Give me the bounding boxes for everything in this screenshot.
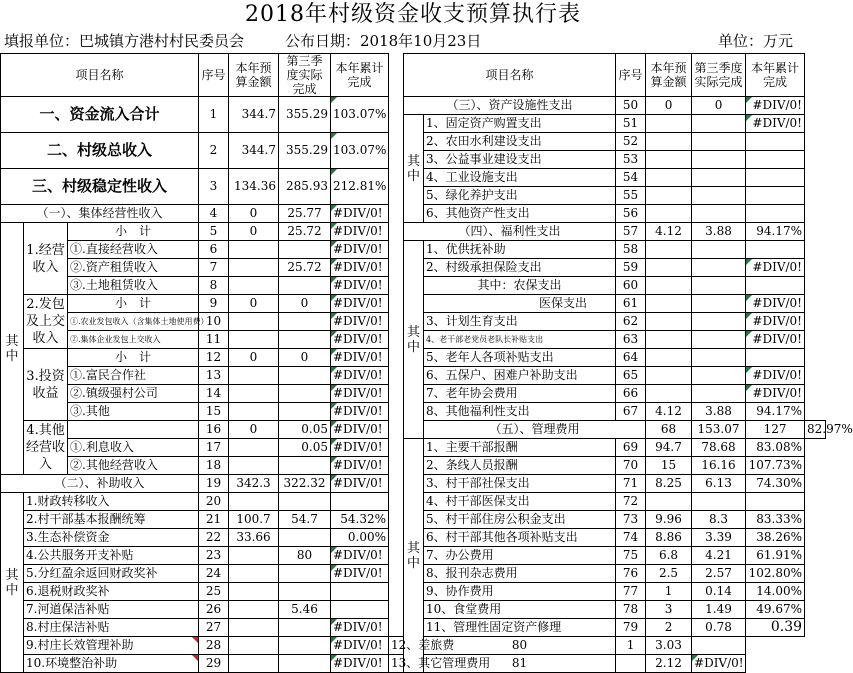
q3-cell: 1.49 [692, 601, 746, 619]
seq-cell: 7 [199, 259, 229, 277]
q3-cell [692, 115, 746, 133]
budget-cell: 0 [229, 421, 279, 439]
cum-cell: #DIV/0! [331, 223, 389, 241]
item-name: 9、协作费用 [424, 583, 616, 601]
q3-cell: 355.29 [279, 133, 331, 169]
q3-cell: 3.39 [692, 529, 746, 547]
seq-cell: 3 [199, 169, 229, 205]
report-title: 2018年村级资金收支预算执行表 [245, 2, 581, 27]
header-cum-right: 本年累计完成 [746, 54, 805, 97]
q3-cell: 8.3 [692, 511, 746, 529]
cum-cell: 94.17% [746, 223, 805, 241]
seq-cell: 6 [199, 241, 229, 259]
header-row [1, 54, 826, 97]
cum-cell: #DIV/0! [331, 205, 389, 223]
seq-cell: 12 [199, 349, 229, 367]
money-unit: 单位：万元 [718, 32, 794, 50]
q3-cell [279, 565, 331, 583]
seq-cell: 2 [199, 133, 229, 169]
budget-cell [646, 115, 692, 133]
item-name: ②.集体企业发包上交收入 [68, 331, 199, 349]
budget-cell [229, 637, 279, 655]
budget-cell: 0 [229, 295, 279, 313]
cum-cell: 0.39 [746, 619, 805, 637]
row-stable-income: 三、村级稳定性收入 [1, 169, 199, 205]
q3-cell [279, 529, 331, 547]
cum-cell: 212.81% [331, 169, 389, 205]
q3-cell: 0.05 [279, 421, 331, 439]
item-name: ①.农业发包收入（含集体土地使用费） [68, 313, 199, 331]
cum-cell: #DIV/0! [746, 295, 805, 313]
q3-cell: 3.88 [692, 223, 746, 241]
section-welfare-spending: （四）、福利性支出 [404, 223, 616, 241]
seq-cell: 14 [199, 385, 229, 403]
cum-cell: #DIV/0! [331, 655, 389, 673]
table-row [1, 655, 826, 673]
budget-cell: 8.25 [646, 475, 692, 493]
cum-cell [692, 637, 746, 655]
cum-cell [331, 493, 389, 511]
budget-cell [229, 565, 279, 583]
cum-cell: #DIV/0! [331, 475, 389, 493]
cum-cell: #DIV/0! [331, 421, 389, 439]
cum-cell: 103.07% [331, 97, 389, 133]
qizhong-label: 其中 [404, 115, 424, 223]
seq-cell: 11 [199, 331, 229, 349]
q3-cell: 6.13 [692, 475, 746, 493]
table-row [1, 97, 826, 115]
seq-cell: 68 [646, 421, 692, 439]
seq-cell: 24 [199, 565, 229, 583]
seq-cell: 62 [616, 313, 646, 331]
cum-cell: 38.26% [746, 529, 805, 547]
group-operating-income: 1.经营收入 [24, 223, 68, 295]
seq-cell: 52 [616, 133, 646, 151]
cum-cell: 74.30% [746, 475, 805, 493]
q3-cell: 2.12 [646, 655, 692, 673]
cum-cell: 107.73% [746, 457, 805, 475]
cum-cell: #DIV/0! [331, 385, 389, 403]
header-q3-left: 第三季度实际完成 [279, 54, 331, 97]
seq-cell: 70 [616, 457, 646, 475]
seq-cell: 56 [616, 205, 646, 223]
q3-cell [279, 637, 331, 655]
item-name: 医保支出 [424, 295, 616, 313]
cum-cell: #DIV/0! [746, 313, 805, 331]
cum-cell: #DIV/0! [331, 637, 389, 655]
q3-cell [279, 655, 331, 673]
item-name: 2、农田水利建设支出 [424, 133, 616, 151]
cum-cell: 0.00% [331, 529, 389, 547]
seq-cell: 57 [616, 223, 646, 241]
item-name: 2.村干部基本报酬统筹 [24, 511, 199, 529]
q3-cell: 16.16 [692, 457, 746, 475]
cum-cell: #DIV/0! [746, 97, 805, 115]
cum-cell: 49.67% [746, 601, 805, 619]
row-total-income: 二、村级总收入 [1, 133, 199, 169]
budget-cell: 2.5 [646, 565, 692, 583]
q3-cell: 3.03 [646, 637, 692, 655]
budget-cell: 8.86 [646, 529, 692, 547]
item-name: 1、固定资产购置支出 [424, 115, 616, 133]
seq-cell: 59 [616, 259, 646, 277]
item-name: ①.利息收入 [68, 439, 199, 457]
header-item-right: 项目名称 [404, 54, 616, 97]
cum-cell: 83.33% [746, 511, 805, 529]
seq-cell: 27 [199, 619, 229, 637]
seq-cell: 81 [424, 655, 616, 673]
header-seq-right: 序号 [616, 54, 646, 97]
subtotal-label: 小 计 [68, 295, 199, 313]
item-name: 3、公益事业建设支出 [424, 151, 616, 169]
cum-cell: #DIV/0! [331, 295, 389, 313]
item-name: 1、主要干部报酬 [424, 439, 616, 457]
row-collective-income: （一）、集体经营性收入 [1, 205, 199, 223]
item-name: 6.退税财政奖补 [24, 583, 199, 601]
seq-cell: 61 [616, 295, 646, 313]
seq-cell: 4 [199, 205, 229, 223]
budget-table-area [0, 53, 853, 673]
item-name: 5、老年人各项补贴支出 [424, 349, 616, 367]
item-name: ③.其他 [68, 403, 199, 421]
budget-cell: 6.8 [646, 547, 692, 565]
budget-cell: 4.12 [646, 223, 692, 241]
q3-cell: 25.77 [279, 205, 331, 223]
q3-cell: 78.68 [692, 439, 746, 457]
cum-cell: #DIV/0! [746, 115, 805, 133]
item-name: 4、老干部老党员老队长补贴支出 [424, 331, 616, 349]
cum-cell: #DIV/0! [331, 457, 389, 475]
subtotal-label: 小 计 [68, 349, 199, 367]
item-name: 2、村级承担保险支出 [424, 259, 616, 277]
cum-cell: #DIV/0! [331, 403, 389, 421]
cum-cell: 103.07% [331, 133, 389, 169]
group-investment-income: 3.投资收益 [24, 349, 68, 421]
seq-cell: 77 [616, 583, 646, 601]
item-name: 4、村干部医保支出 [424, 493, 616, 511]
budget-cell [229, 493, 279, 511]
q3-cell: 285.93 [279, 169, 331, 205]
cum-cell: #DIV/0! [331, 547, 389, 565]
seq-cell: 1 [199, 97, 229, 133]
item-name: 10.环境整治补助 [24, 655, 199, 673]
item-name: 4、工业设施支出 [424, 169, 616, 187]
cum-cell: #DIV/0! [331, 349, 389, 367]
item-name: 8.村庄保洁补贴 [24, 619, 199, 637]
seq-cell: 73 [616, 511, 646, 529]
row-subsidy-income: （二）、补助收入 [1, 475, 199, 493]
item-name: ③.土地租赁收入 [68, 277, 199, 295]
budget-cell [229, 601, 279, 619]
item-name: 6、五保户、困难户补助支出 [424, 367, 616, 385]
q3-cell: 2.57 [692, 565, 746, 583]
q3-cell: 25.72 [279, 223, 331, 241]
item-name: 其中：农保支出 [424, 277, 616, 295]
budget-cell: 33.66 [229, 529, 279, 547]
budget-cell: 344.7 [229, 133, 279, 169]
subtotal-label: 小 计 [68, 223, 199, 241]
publish-date: 公布日期：2018年10月23日 [285, 32, 482, 50]
seq-cell: 75 [616, 547, 646, 565]
seq-cell: 66 [616, 385, 646, 403]
group-other-income: 4.其他经营收入 [24, 421, 68, 475]
item-name: 13、其它管理费用 [389, 655, 404, 673]
seq-cell: 63 [616, 331, 646, 349]
item-name: 8、其他福利性支出 [424, 403, 616, 421]
q3-cell: 5.46 [279, 601, 331, 619]
seq-cell: 19 [199, 475, 229, 493]
item-name: ①.富民合作社 [68, 367, 199, 385]
item-name: 6、其他资产性支出 [424, 205, 616, 223]
budget-cell [229, 619, 279, 637]
q3-cell: 0 [279, 295, 331, 313]
item-name: 1.财政转移收入 [24, 493, 199, 511]
header-seq-left: 序号 [199, 54, 229, 97]
seq-cell: 80 [424, 637, 616, 655]
seq-cell: 65 [616, 367, 646, 385]
q3-cell [279, 583, 331, 601]
item-name: 5、绿化养护支出 [424, 187, 616, 205]
qizhong-label: 其中 [1, 493, 24, 673]
header-budget-right: 本年预算金额 [646, 54, 692, 97]
budget-cell: 9.96 [646, 511, 692, 529]
item-name: 3.生态补偿资金 [24, 529, 199, 547]
header-q3-right: 第三季度实际完成 [692, 54, 746, 97]
seq-cell: 51 [616, 115, 646, 133]
budget-cell: 342.3 [229, 475, 279, 493]
seq-cell: 16 [199, 421, 229, 439]
seq-cell: 71 [616, 475, 646, 493]
seq-cell: 5 [199, 223, 229, 241]
cum-cell: #DIV/0! [331, 619, 389, 637]
q3-cell: 3.88 [692, 403, 746, 421]
seq-cell: 54 [616, 169, 646, 187]
seq-cell: 79 [616, 619, 646, 637]
budget-cell: 1 [646, 583, 692, 601]
item-name: 5、村干部住房公积金支出 [424, 511, 616, 529]
item-name: 7.河道保洁补贴 [24, 601, 199, 619]
cum-cell: #DIV/0! [331, 259, 389, 277]
seq-cell: 25 [199, 583, 229, 601]
qizhong-label: 其中 [404, 241, 424, 439]
q3-cell: 80 [279, 547, 331, 565]
section-asset-spending: （三）、资产设施性支出 [404, 97, 616, 115]
budget-cell: 153.07 [692, 421, 746, 439]
center-gap [389, 54, 404, 637]
qizhong-label: 其中 [1, 223, 24, 475]
item-name: 7、办公费用 [424, 547, 616, 565]
seq-cell: 72 [616, 493, 646, 511]
seq-cell: 53 [616, 151, 646, 169]
table-row [1, 241, 826, 259]
q3-cell: 0.14 [692, 583, 746, 601]
budget-cell: 134.36 [229, 169, 279, 205]
seq-cell: 55 [616, 187, 646, 205]
budget-cell: 15 [646, 457, 692, 475]
seq-cell: 69 [616, 439, 646, 457]
cum-cell: #DIV/0! [331, 367, 389, 385]
item-name: ②.其他经营收入 [68, 457, 199, 475]
cum-cell: 14.00% [746, 583, 805, 601]
item-name: 12、差旅费 [389, 637, 404, 655]
cum-cell [331, 601, 389, 619]
cum-cell [331, 583, 389, 601]
item-name: 7、老年协会费用 [424, 385, 616, 403]
budget-cell: 0 [646, 97, 692, 115]
seq-cell: 17 [199, 439, 229, 457]
seq-cell: 64 [616, 349, 646, 367]
q3-cell [279, 619, 331, 637]
cum-cell [746, 493, 805, 511]
seq-cell: 58 [616, 241, 646, 259]
budget-cell: 4.12 [646, 403, 692, 421]
cum-cell: #DIV/0! [331, 331, 389, 349]
q3-cell: 0 [279, 349, 331, 367]
seq-cell: 18 [199, 457, 229, 475]
q3-cell [279, 493, 331, 511]
seq-cell: 15 [199, 403, 229, 421]
item-name: 6、村干部其他各项补贴支出 [424, 529, 616, 547]
q3-cell: 127 [746, 421, 805, 439]
cum-cell: 82.97% [805, 421, 826, 439]
seq-cell: 10 [199, 313, 229, 331]
budget-cell: 0 [229, 349, 279, 367]
cum-cell: 83.08% [746, 439, 805, 457]
cum-cell: #DIV/0! [331, 565, 389, 583]
item-name: 2、条线人员报酬 [424, 457, 616, 475]
cum-cell: 102.80% [746, 565, 805, 583]
cum-cell: #DIV/0! [692, 655, 746, 673]
seq-cell: 76 [616, 565, 646, 583]
budget-cell: 0 [229, 223, 279, 241]
seq-cell: 8 [199, 277, 229, 295]
cum-cell: #DIV/0! [746, 367, 805, 385]
seq-cell: 13 [199, 367, 229, 385]
seq-cell: 21 [199, 511, 229, 529]
item-name: 3、村干部社保支出 [424, 475, 616, 493]
seq-cell: 22 [199, 529, 229, 547]
qizhong-label: 其中 [404, 439, 424, 673]
cum-cell: 54.32% [331, 511, 389, 529]
cum-cell: #DIV/0! [746, 331, 805, 349]
item-name: 3、计划生育支出 [424, 313, 616, 331]
item-name: ②.镇级强村公司 [68, 385, 199, 403]
item-name: 5.分红盈余返回财政奖补 [24, 565, 199, 583]
item-name: 4.公共服务开支补贴 [24, 547, 199, 565]
group-contract-income: 2.发包及上交收入 [24, 295, 68, 349]
cum-cell: #DIV/0! [746, 259, 805, 277]
item-name: 10、食堂费用 [424, 601, 616, 619]
q3-cell: 4.21 [692, 547, 746, 565]
budget-cell: 94.7 [646, 439, 692, 457]
seq-cell: 26 [199, 601, 229, 619]
q3-cell [692, 493, 746, 511]
budget-cell [646, 493, 692, 511]
q3-cell: 54.7 [279, 511, 331, 529]
table-row [1, 439, 826, 457]
seq-cell: 20 [199, 493, 229, 511]
cum-cell: #DIV/0! [331, 277, 389, 295]
item-name: 1、优供抚补助 [424, 241, 616, 259]
seq-cell: 50 [616, 97, 646, 115]
section-management-fees: （五）、管理费用 [424, 421, 646, 439]
seq-cell: 9 [199, 295, 229, 313]
cum-cell: #DIV/0! [331, 241, 389, 259]
seq-cell: 74 [616, 529, 646, 547]
budget-table [0, 53, 853, 673]
q3-cell: 322.32 [279, 475, 331, 493]
table-row [1, 223, 826, 241]
cum-cell: #DIV/0! [331, 313, 389, 331]
budget-cell: 0 [229, 205, 279, 223]
budget-cell [229, 655, 279, 673]
item-name: ②.资产租赁收入 [68, 259, 199, 277]
q3-cell: 25.72 [279, 259, 331, 277]
cum-cell: 94.17% [746, 403, 805, 421]
row-funds-inflow: 一、资金流入合计 [1, 97, 199, 133]
budget-cell [229, 583, 279, 601]
q3-cell: 0.78 [692, 619, 746, 637]
item-name: 11、管理性固定资产修理 [424, 619, 616, 637]
budget-cell [616, 655, 646, 673]
seq-cell: 67 [616, 403, 646, 421]
q3-cell: 0.05 [279, 439, 331, 457]
seq-cell: 60 [616, 277, 646, 295]
budget-cell [229, 547, 279, 565]
seq-cell: 29 [199, 655, 229, 673]
cum-cell: 61.91% [746, 547, 805, 565]
cum-cell: #DIV/0! [746, 385, 805, 403]
seq-cell: 78 [616, 601, 646, 619]
seq-cell: 23 [199, 547, 229, 565]
item-name: 9.村庄长效管理补助 [24, 637, 199, 655]
reporting-unit: 填报单位：巴城镇方港村村民委员会 [4, 32, 245, 50]
budget-cell: 3 [646, 601, 692, 619]
item-name: ①.直接经营收入 [68, 241, 199, 259]
budget-cell: 2 [646, 619, 692, 637]
item-name: 8、报刊杂志费用 [424, 565, 616, 583]
seq-cell: 28 [199, 637, 229, 655]
q3-cell: 355.29 [279, 97, 331, 133]
budget-cell: 1 [616, 637, 646, 655]
cum-cell: #DIV/0! [331, 439, 389, 457]
header-cum-left: 本年累计完成 [331, 54, 389, 97]
header-item-left: 项目名称 [1, 54, 199, 97]
table-row [1, 637, 826, 655]
header-budget-left: 本年预算金额 [229, 54, 279, 97]
budget-cell: 100.7 [229, 511, 279, 529]
budget-cell: 344.7 [229, 97, 279, 133]
q3-cell: 0 [692, 97, 746, 115]
